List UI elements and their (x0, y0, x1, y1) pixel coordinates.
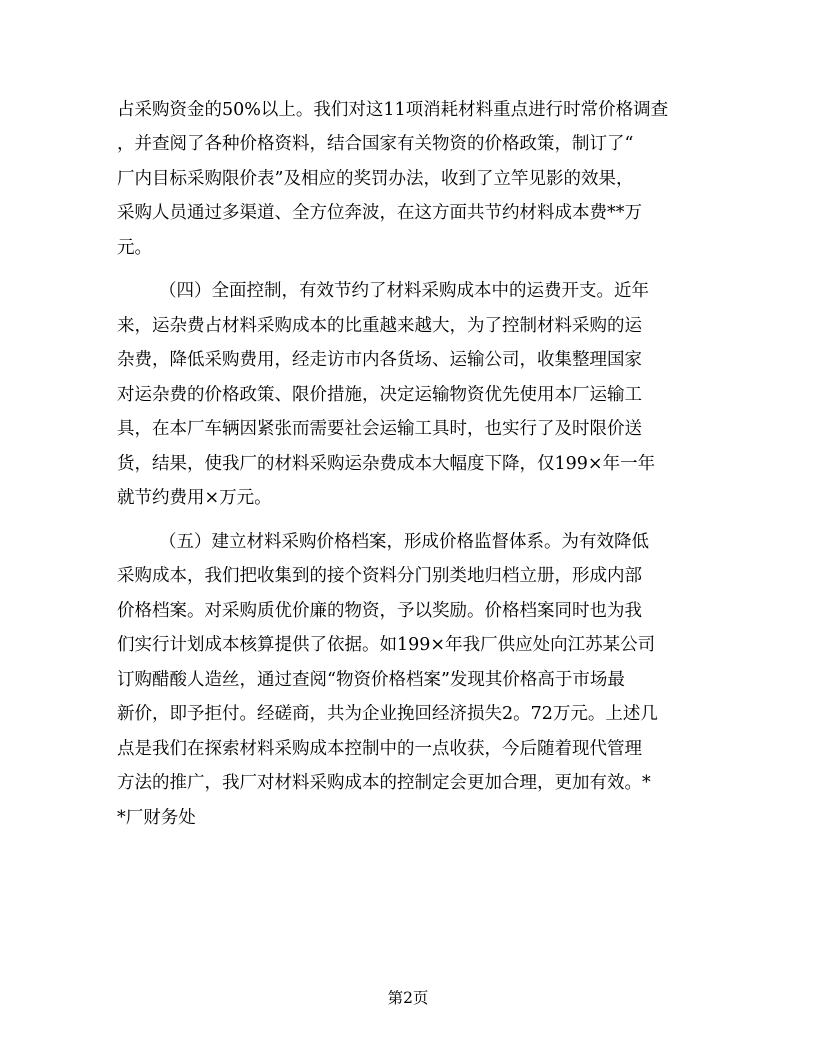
text-line: 们实行计划成本核算提供了依据。如199×年我厂供应处向江苏某公司 (117, 635, 656, 655)
page-number: 第2页 (387, 989, 429, 1007)
text-line: 就节约费用×万元。 (117, 488, 272, 508)
text-line: 杂费，降低采购费用，经走访市内各货场、运输公司，收集整理国家 (117, 350, 642, 370)
text-line-paragraph-start: （五）建立材料采购价格档案，形成价格监督体系。为有效降低 (159, 532, 649, 552)
text-line: 厂内目标采购限价表”及相应的奖罚办法，收到了立竿见影的效果， (117, 169, 634, 189)
text-line: 占采购资金的50%以上。我们对这11项消耗材料重点进行时常价格调查 (117, 100, 669, 120)
text-line: ，并查阅了各种价格资料，结合国家有关物资的价格政策，制订了“ (117, 134, 634, 154)
text-line: 对运杂费的价格政策、限价措施，决定运输物资优先使用本厂运输工 (117, 385, 642, 405)
text-line: 货，结果，使我厂的材料采购运杂费成本大幅度下降，仅199×年一年 (117, 454, 656, 474)
text-line: 元。 (117, 238, 152, 258)
text-line: 具，在本厂车辆因紧张而需要社会运输工具时，也实行了及时限价送 (117, 419, 642, 439)
text-line: 来，运杂费占材料采购成本的比重越来越大，为了控制材料采购的运 (117, 316, 642, 336)
text-line: *厂财务处 (117, 808, 196, 828)
text-line: 价格档案。对采购质优价廉的物资，予以奖励。价格档案同时也为我 (117, 601, 642, 621)
text-line: 点是我们在探索材料采购成本控制中的一点收获，今后随着现代管理 (117, 739, 642, 759)
text-line: 新价，即予拒付。经磋商，共为企业挽回经济损失2。72万元。上述几 (117, 704, 658, 724)
text-line: 方法的推广，我厂对材料采购成本的控制定会更加合理，更加有效。* (117, 773, 651, 793)
text-line: 采购人员通过多渠道、全方位奔波，在这方面共节约材料成本费**万 (117, 203, 642, 223)
text-line: 订购醋酸人造丝，通过查阅“物资价格档案”发现其价格高于市场最 (117, 670, 625, 690)
text-line: 采购成本，我们把收集到的接个资料分门别类地归档立册，形成内部 (117, 566, 642, 586)
text-line-paragraph-start: （四）全面控制，有效节约了材料采购成本中的运费开支。近年 (159, 281, 649, 301)
